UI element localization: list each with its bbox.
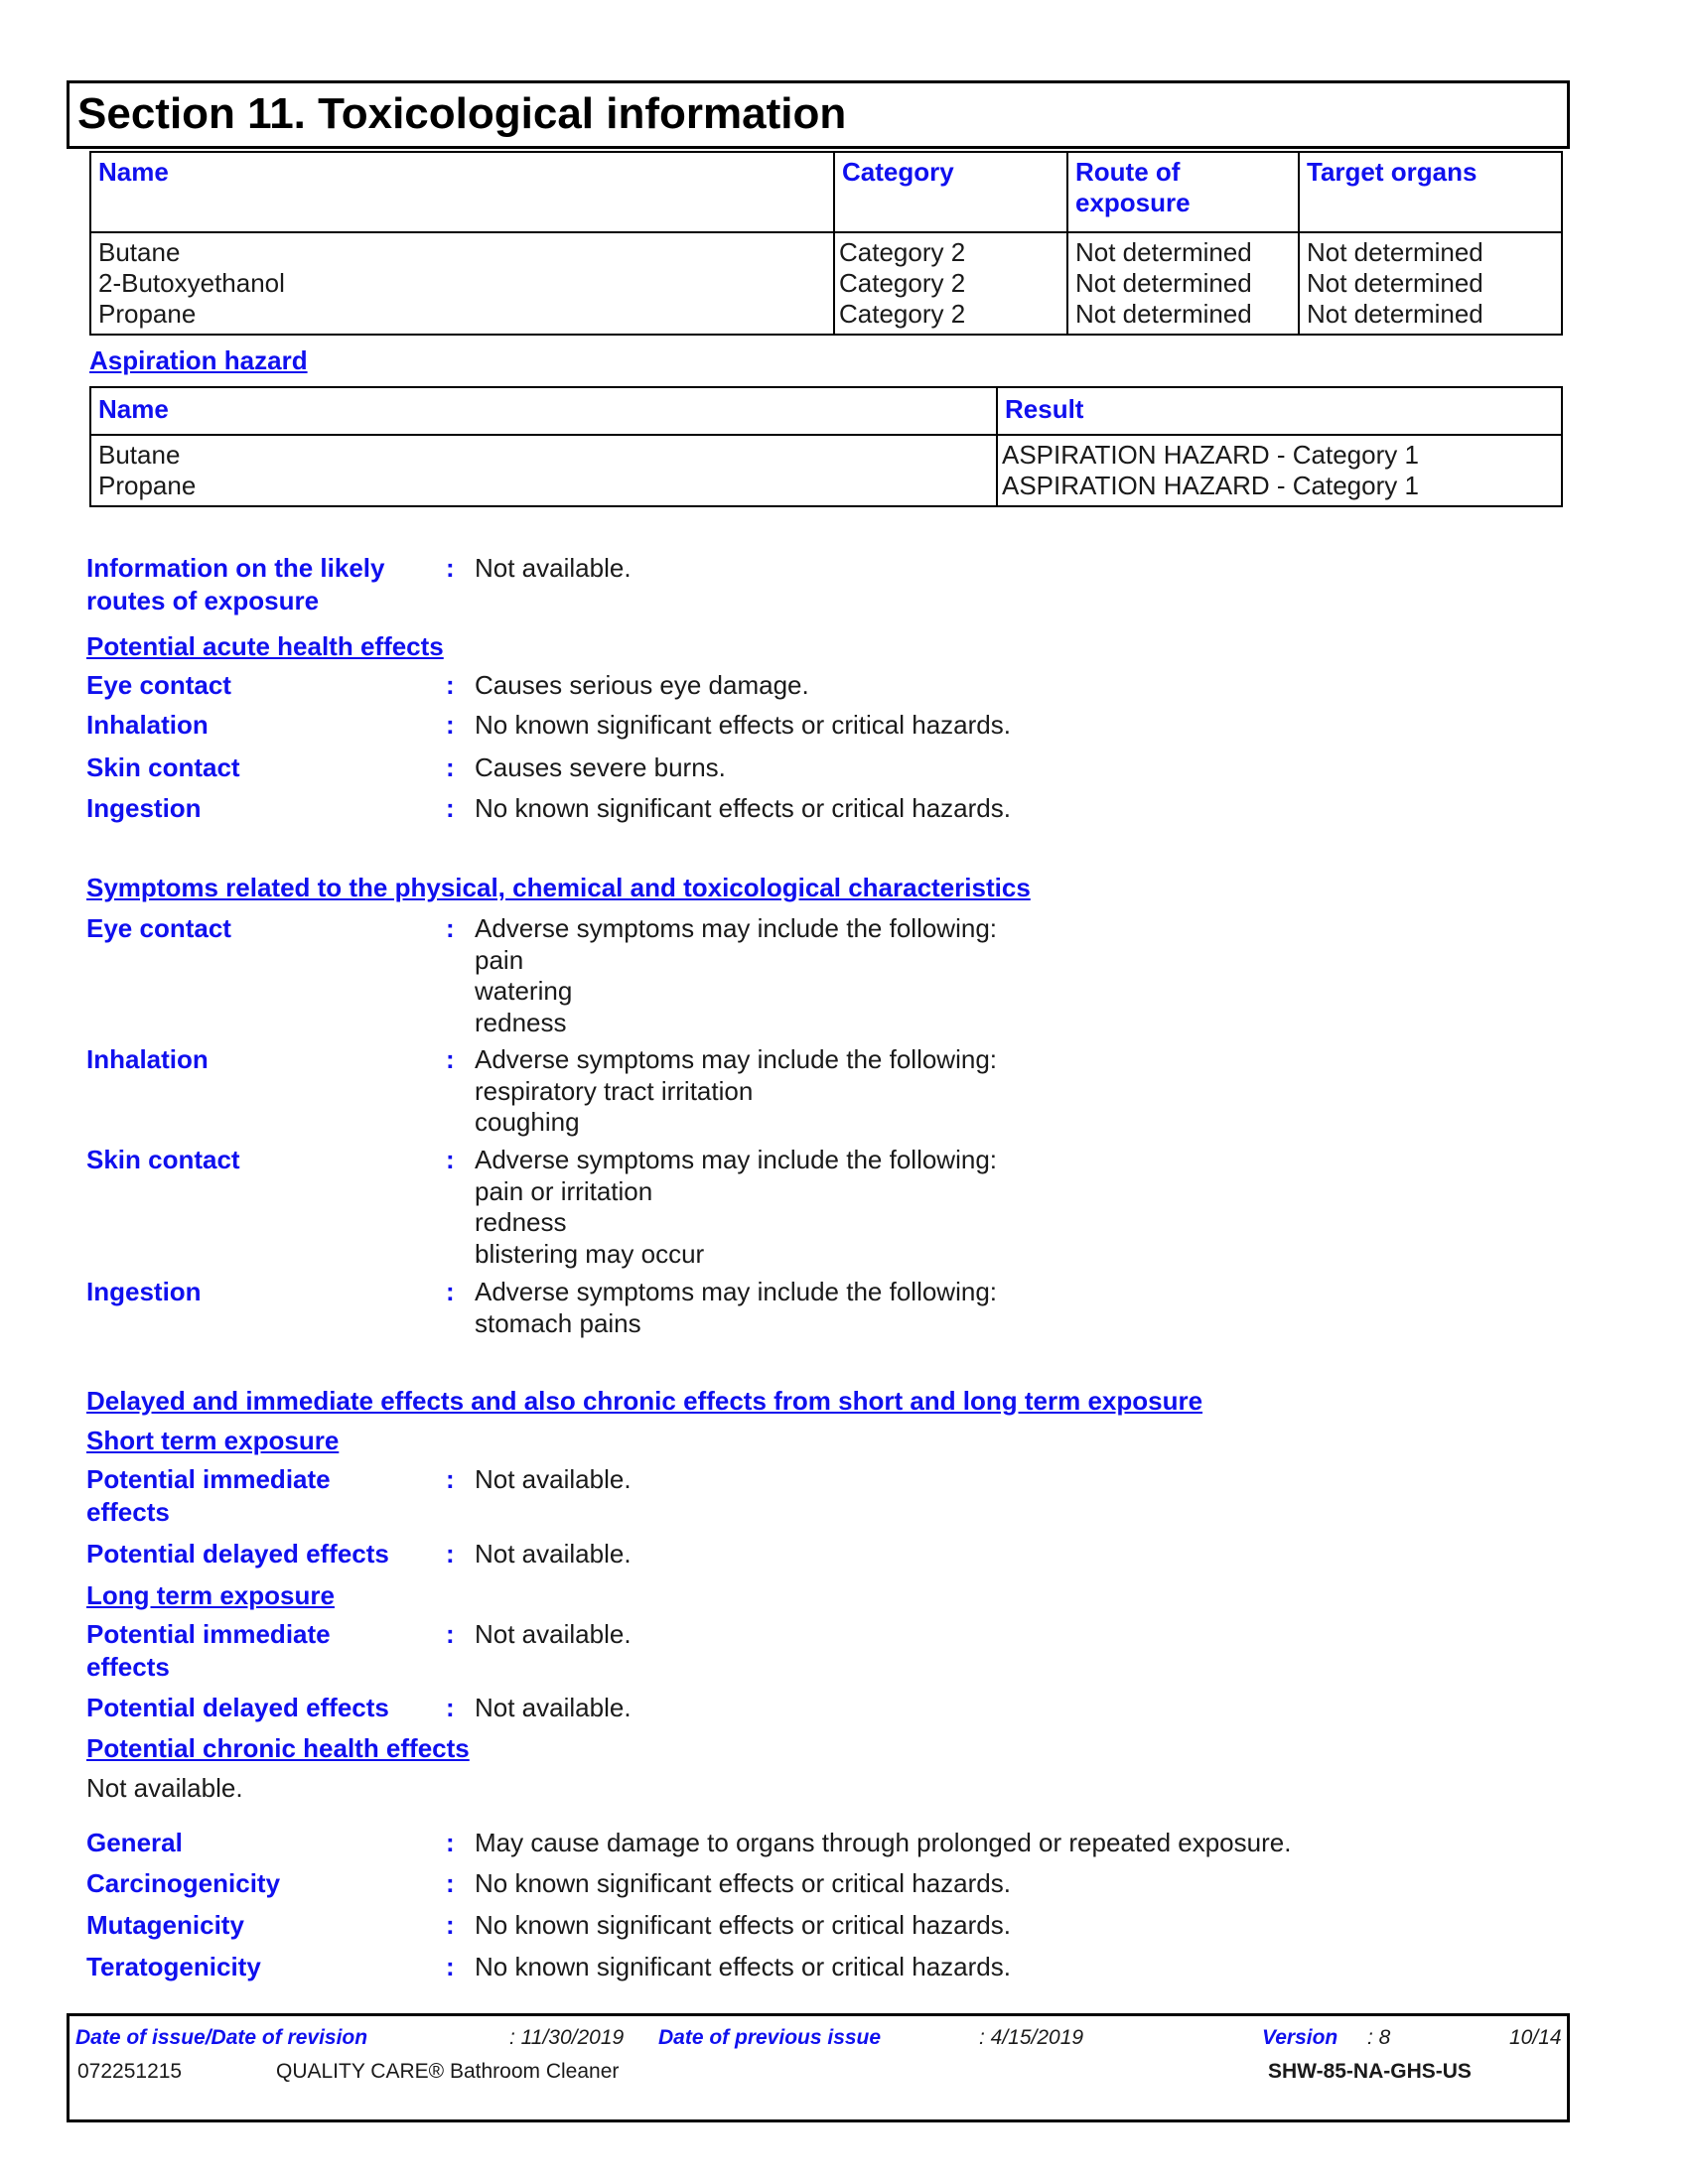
symptom-1-value: coughing	[475, 1107, 580, 1137]
cell: ASPIRATION HAZARD - Category 1	[1002, 471, 1419, 500]
cell: Category 2	[839, 268, 966, 298]
symptom-2-value: redness	[475, 1207, 567, 1237]
cell: Category 2	[839, 299, 966, 329]
category-cell	[834, 232, 1067, 335]
other-3-colon: :	[446, 1952, 455, 1981]
short-immediate-label: Potential immediate	[86, 1464, 331, 1494]
routes-of-exposure-label-2: routes of exposure	[86, 586, 320, 615]
organs-cell	[1299, 232, 1562, 335]
cell: ASPIRATION HAZARD - Category 1	[1002, 440, 1419, 470]
table-row	[90, 435, 1562, 506]
symptom-3-label: Ingestion	[86, 1277, 202, 1306]
acute-1-label: Inhalation	[86, 710, 209, 740]
symptom-0-label: Eye contact	[86, 913, 231, 943]
cell: Propane	[98, 471, 197, 500]
long-immediate-label-2: effects	[86, 1652, 170, 1682]
chronic-value: Not available.	[86, 1773, 243, 1803]
long-immediate-colon: :	[446, 1619, 455, 1649]
route-cell	[1067, 232, 1299, 335]
other-1-value: No known significant effects or critical hazards.	[475, 1868, 1011, 1898]
cell: Butane	[98, 440, 181, 470]
cell: Not determined	[1307, 237, 1483, 267]
col-category: Category	[834, 152, 1067, 232]
col-route: Route of exposure	[1067, 152, 1299, 232]
acute-3-colon: :	[446, 793, 455, 823]
other-0-label: General	[86, 1828, 183, 1857]
long-immediate-label: Potential immediate	[86, 1619, 331, 1649]
col-target-organs: Target organs	[1299, 152, 1562, 232]
symptoms-heading: Symptoms related to the physical, chemical and toxicological characteristics	[86, 873, 1031, 902]
col-name: Name	[90, 152, 834, 232]
symptom-2-value: Adverse symptoms may include the following:	[475, 1145, 998, 1174]
table-header-row	[90, 387, 1562, 435]
symptom-0-value: watering	[475, 976, 573, 1006]
short-delayed-colon: :	[446, 1539, 455, 1569]
other-1-colon: :	[446, 1868, 455, 1898]
acute-2-value: Causes severe burns.	[475, 752, 726, 782]
acute-0-colon: :	[446, 670, 455, 700]
other-3-value: No known significant effects or critical hazards.	[475, 1952, 1011, 1981]
col-name: Name	[90, 387, 997, 435]
symptom-2-value: pain or irritation	[475, 1175, 653, 1206]
long-term-heading: Long term exposure	[86, 1580, 335, 1610]
symptom-1-label: Inhalation	[86, 1044, 209, 1074]
long-delayed-label: Potential delayed effects	[86, 1693, 389, 1722]
issue-date-label: Date of issue/Date of revision	[75, 2026, 368, 2049]
section-title: Section 11. Toxicological information	[77, 89, 847, 138]
symptom-2-colon: :	[446, 1145, 455, 1174]
other-2-value: No known significant effects or critical hazards.	[475, 1910, 1011, 1940]
short-delayed-label: Potential delayed effects	[86, 1539, 389, 1569]
symptom-1-value: respiratory tract irritation	[475, 1075, 754, 1106]
symptom-0-value: Adverse symptoms may include the following:	[475, 913, 998, 943]
names-cell	[90, 435, 997, 506]
acute-3-value: No known significant effects or critical hazards.	[475, 793, 1011, 823]
other-0-value: May cause damage to organs through prolonged or repeated exposure.	[475, 1828, 1292, 1857]
other-2-colon: :	[446, 1910, 455, 1940]
symptom-0-colon: :	[446, 913, 455, 943]
acute-1-colon: :	[446, 710, 455, 740]
short-immediate-label-2: effects	[86, 1497, 170, 1527]
previous-issue-value: : 4/15/2019	[979, 2026, 1084, 2049]
cell: Propane	[98, 299, 197, 329]
symptom-0-value: redness	[475, 1007, 567, 1037]
symptom-3-colon: :	[446, 1277, 455, 1306]
other-0-colon: :	[446, 1828, 455, 1857]
symptom-2-value: blistering may occur	[475, 1238, 705, 1269]
cell: Not determined	[1307, 268, 1483, 298]
other-3-label: Teratogenicity	[86, 1952, 261, 1981]
chronic-heading: Potential chronic health effects	[86, 1733, 470, 1763]
other-2-label: Mutagenicity	[86, 1910, 244, 1940]
cell: Not determined	[1307, 299, 1483, 329]
version-label: Version	[1262, 2026, 1338, 2049]
routes-of-exposure-value: Not available.	[475, 553, 632, 583]
col-result: Result	[997, 387, 1562, 435]
names-cell	[90, 232, 834, 335]
long-immediate-value: Not available.	[475, 1619, 632, 1649]
acute-1-value: No known significant effects or critical hazards.	[475, 710, 1011, 740]
product-code: 072251215	[77, 2060, 183, 2083]
routes-of-exposure-colon: :	[446, 553, 455, 583]
short-immediate-value: Not available.	[475, 1464, 632, 1494]
specific-target-organ-table	[89, 151, 1563, 336]
acute-3-label: Ingestion	[86, 793, 202, 823]
table-header-row	[90, 152, 1562, 232]
acute-0-value: Causes serious eye damage.	[475, 670, 809, 700]
long-delayed-value: Not available.	[475, 1693, 632, 1722]
symptom-3-value: Adverse symptoms may include the following:	[475, 1277, 998, 1306]
long-delayed-colon: :	[446, 1693, 455, 1722]
other-1-label: Carcinogenicity	[86, 1868, 281, 1898]
cell: Butane	[98, 237, 181, 267]
table-row	[90, 232, 1562, 335]
aspiration-hazard-table	[89, 386, 1563, 507]
cell: 2-Butoxyethanol	[98, 268, 285, 298]
section-header	[67, 80, 1570, 149]
delayed-effects-heading: Delayed and immediate effects and also chronic effects from short and long term exposure	[86, 1386, 1203, 1416]
acute-2-colon: :	[446, 752, 455, 782]
cell: Category 2	[839, 237, 966, 267]
routes-of-exposure-label: Information on the likely	[86, 553, 385, 583]
previous-issue-label: Date of previous issue	[658, 2026, 882, 2049]
symptom-1-value: Adverse symptoms may include the following:	[475, 1044, 998, 1074]
acute-0-label: Eye contact	[86, 670, 231, 700]
footer	[67, 2013, 1570, 2122]
result-cell	[997, 435, 1562, 506]
issue-date-value: : 11/30/2019	[509, 2026, 625, 2049]
cell: Not determined	[1075, 268, 1252, 298]
symptom-1-colon: :	[446, 1044, 455, 1074]
version-value: : 8	[1367, 2026, 1391, 2049]
page-number: 10/14	[1509, 2026, 1562, 2049]
acute-2-label: Skin contact	[86, 752, 240, 782]
symptom-3-value: stomach pains	[475, 1307, 641, 1338]
short-immediate-colon: :	[446, 1464, 455, 1494]
acute-effects-heading: Potential acute health effects	[86, 631, 444, 661]
short-term-heading: Short term exposure	[86, 1426, 340, 1455]
product-name: QUALITY CARE® Bathroom Cleaner	[276, 2060, 620, 2083]
aspiration-hazard-heading: Aspiration hazard	[89, 345, 308, 375]
symptom-0-value: pain	[475, 944, 524, 975]
cell: Not determined	[1075, 237, 1252, 267]
symptom-2-label: Skin contact	[86, 1145, 240, 1174]
document-id: SHW-85-NA-GHS-US	[1268, 2060, 1472, 2083]
short-delayed-value: Not available.	[475, 1539, 632, 1569]
cell: Not determined	[1075, 299, 1252, 329]
